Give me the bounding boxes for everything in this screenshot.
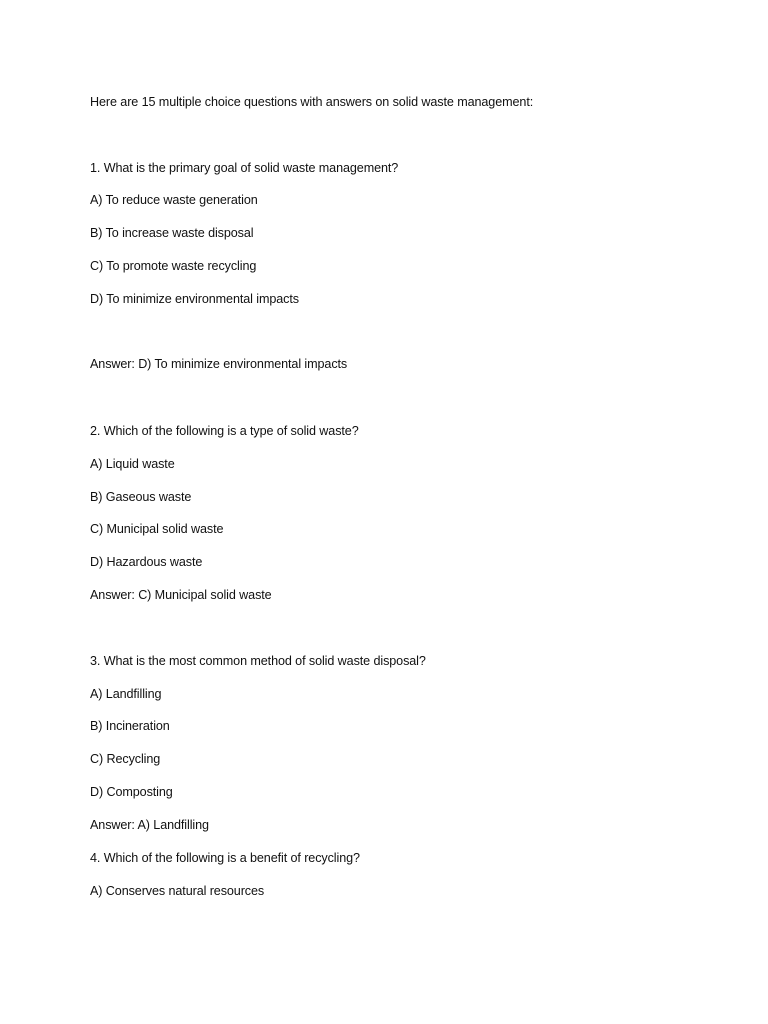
- q1-option-d: D) To minimize environmental impacts: [90, 292, 299, 306]
- q2-option-b: B) Gaseous waste: [90, 490, 192, 504]
- q2-option-a: A) Liquid waste: [90, 457, 175, 471]
- q1-option-b: B) To increase waste disposal: [90, 226, 254, 240]
- q3-option-b: B) Incineration: [90, 719, 170, 733]
- q2-answer: Answer: C) Municipal solid waste: [90, 588, 272, 602]
- q1-answer: Answer: D) To minimize environmental impacts: [90, 357, 348, 371]
- q3-answer: Answer: A) Landfilling: [90, 818, 209, 832]
- q4-option-a: A) Conserves natural resources: [90, 884, 265, 898]
- q1-option-a: A) To reduce waste generation: [90, 193, 258, 207]
- question-4: 4. Which of the following is a benefit of recycling?: [90, 851, 360, 865]
- question-1: 1. What is the primary goal of solid waste management?: [90, 161, 399, 175]
- intro-text: Here are 15 multiple choice questions with answers on solid waste management:: [90, 95, 534, 109]
- q3-option-c: C) Recycling: [90, 752, 161, 766]
- q3-option-d: D) Composting: [90, 785, 173, 799]
- q3-option-a: A) Landfilling: [90, 687, 162, 701]
- q2-option-d: D) Hazardous waste: [90, 555, 203, 569]
- q2-option-c: C) Municipal solid waste: [90, 522, 224, 536]
- question-2: 2. Which of the following is a type of solid waste?: [90, 424, 359, 438]
- q1-option-c: C) To promote waste recycling: [90, 259, 257, 273]
- question-3: 3. What is the most common method of solid waste disposal?: [90, 654, 426, 668]
